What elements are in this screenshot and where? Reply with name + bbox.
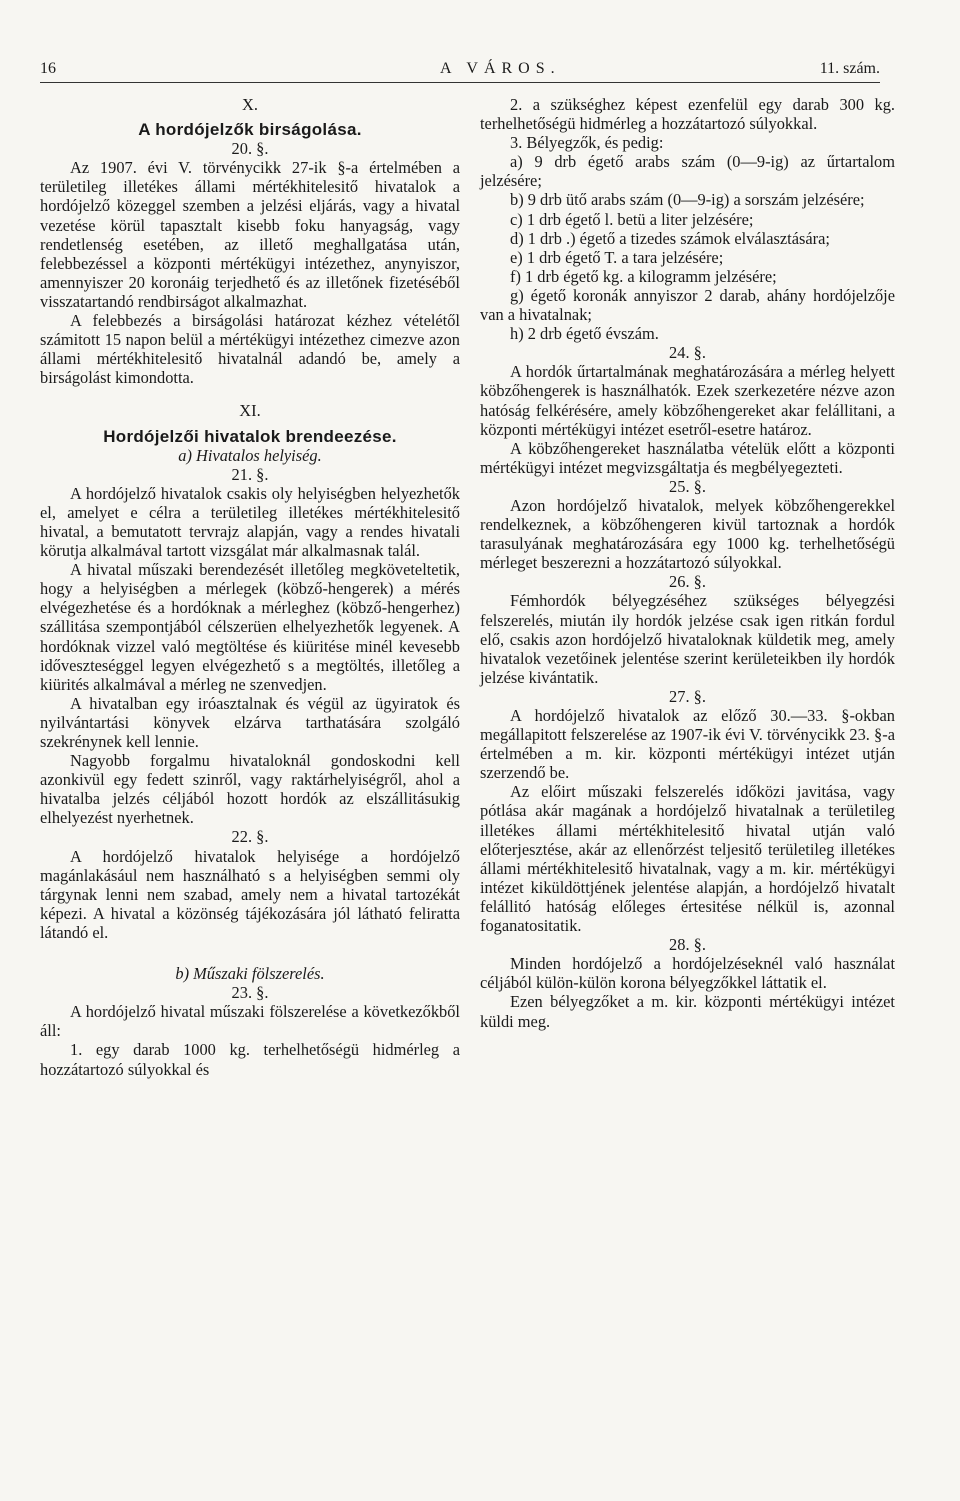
paragraph-number: 23. §. [231, 983, 269, 1003]
paragraph-number: 28. §. [669, 935, 706, 955]
list-item: 3. Bélyegzők, és pedig: [510, 133, 664, 153]
list-subitem: g) égető koronák annyiszor 2 darab, ahány hordójelzője van a hivatalnak; [480, 285, 895, 325]
subsection-heading: b) Műszaki fölszerelés. [175, 964, 325, 984]
body-paragraph: A hordók űrtartalmának meghatározására a mérleg helyett köbzőhengerek is használhatók. Ezek szerkezetére nézve azon hatóság felkérésére, amely köbzőhengereket akar felállitani, a központi mértékügyi intézet esetről-esetre határoz. [480, 362, 895, 439]
body-paragraph: Az 1907. évi V. törvénycikk 27-ik §-a értelmében a területileg illetékes állami mértékhitelesitő hivatalok a hordójelző közeggel szemben a jelzési eljárás, vagy a hivatal vezetése körül tapasztalt kisebb foku hanyagság, vagy rendetlenség esetében, az illető meghallgatása után, felebbezéssel a központi mértékügyi intézethez, anynyiszor, amennyiszer 20 koronáig terjedhető és az illetőnek fizetéséből visszatartandó rendbirságot alkalmazhat. [40, 158, 460, 311]
list-subitem: f) 1 drb égető kg. a kilogramm jelzésére; [510, 266, 777, 286]
body-paragraph: Nagyobb forgalmu hivataloknál gondoskodni kell azonkivül egy fedett szinről, vagy raktárhelyiségről, ahol a hivatalba jelzés céljából hozott hordók az elszállitásukig elhelyezést nyerhetnek. [40, 751, 460, 828]
subsection-heading: a) Hivatalos helyiség. [178, 445, 322, 465]
right-column [480, 95, 895, 1031]
paragraph-number: 20. §. [231, 139, 269, 159]
left-column [40, 95, 460, 1079]
list-subitem: h) 2 drb égető évszám. [510, 324, 659, 344]
body-paragraph: Azon hordójelző hivatalok, melyek köbzőhengerekkel rendelkeznek, a köbzőhengeren kivül tartoznak a hordók tarasulyának meghatározására egy 1000 kg. terhelhetőségü mérleget beszerezni a hozzátartozó súlyokkal. [480, 495, 895, 573]
body-paragraph: A hordójelző hivatal műszaki fölszerelése a következőkből áll: [40, 1002, 460, 1041]
page-header [40, 60, 880, 83]
chapter-number: XI. [239, 401, 261, 421]
list-subitem: a) 9 drb égető arabs szám (0—9-ig) az űrtartalom jelzésére; [480, 152, 895, 191]
body-paragraph: A hordójelző hivatalok az előző 30.—33. §-okban megállapitott felszerelése az 1907-ik évi V. törvénycikk 23. §-a értelmében a m. kir. központi mértékügyi intézet utján szerzendő be. [480, 706, 895, 783]
chapter-number: X. [242, 95, 258, 114]
body-paragraph: A hordójelző hivatalok csakis oly helyiségben helyezhetők el, amelyet e célra a területileg illetékes mértékhitelesitő hivatal, a bemutatott tervrajz alapján, vagy a rendes hivatali körutja alkalmával tartott vizsgálat már alkalmasnak talál. [40, 483, 460, 561]
paragraph-number: 26. §. [669, 572, 706, 592]
paragraph-number: 22. §. [231, 827, 269, 847]
body-paragraph: Minden hordójelző a hordójelzéseknél való használat céljából külön-külön korona bélyegzőkkel láttatik el. [480, 954, 895, 993]
body-paragraph: A hivatalban egy iróasztalnak és végül az ügyiratok és nyilvántartási könyvek elzárva tarthatására szolgáló szekrénynek kell lennie. [40, 693, 460, 751]
body-paragraph: A felebbezés a birságolási határozat kézhez vételétől számitott 15 napon belül a mértékügyi intézethez cimezve azon állami mértékhitelesitő hivatalnál adandó be, amely a birságolást kimondotta. [40, 311, 460, 388]
paragraph-number: 21. §. [231, 464, 269, 484]
body-paragraph: A hivatal műszaki berendezését illetőleg megköveteltetik, hogy a helyiségben a mérlegek (köbző-hengerek) a mérés elvégezhetése és a hordóknak a mérleghez (köbző-hengerhez) szállitása szempontjából célszerüen elhelyezhetők legyenek. A hordóknak vizzel való megtöltése és kiüritése minél kevesebb időveszteséggel legyen elvégezhető s a megtöltés, illetőleg a kiürités alkalmával a mérleg ne szenvedjen. [40, 560, 460, 694]
list-subitem: b) 9 drb ütő arabs szám (0—9-ig) a sorszám jelzésére; [510, 190, 865, 210]
chapter-title: A hordójelzők birságolása. [138, 120, 362, 140]
paragraph-number: 25. §. [669, 476, 706, 496]
list-item: 1. egy darab 1000 kg. terhelhetőségü hidmérleg a hozzátartozó súlyokkal és [40, 1040, 460, 1079]
body-paragraph: A köbzőhengereket használatba vételük előtt a központi mértékügyi intézet megvizsgáltatja és megbélyegezteti. [480, 438, 895, 477]
paragraph-number: 24. §. [669, 343, 706, 363]
list-subitem: d) 1 drb .) égető a tizedes számok elválasztására; [510, 228, 830, 248]
list-subitem: c) 1 drb égető l. betü a liter jelzésére; [510, 209, 754, 229]
journal-title: A VÁROS. [440, 60, 561, 77]
body-paragraph: Fémhordók bélyegzéséhez szükséges bélyegzési felszerelés, miután ily hordók jelzése csak igen ritkán fordul elő, csakis azon hordójelző hivataloknak küldetik meg, amely hivatalok vezetőinek jelentése szerint kerületeikben ily hordók jelzése kivántatik. [480, 591, 895, 687]
paragraph-number: 27. §. [669, 686, 706, 706]
issue-number: 11. szám. [819, 60, 880, 77]
list-subitem: e) 1 drb égető T. a tara jelzésére; [510, 247, 724, 267]
body-paragraph: Ezen bélyegzőket a m. kir. központi mértékügyi intézet küldi meg. [480, 992, 895, 1031]
chapter-title: Hordójelzői hivatalok brendeezése. [103, 426, 397, 446]
body-paragraph: A hordójelző hivatalok helyisége a hordójelző magánlakásául nem használható s a helyiségben semmi oly tárgynak lenni nem szabad, amely nem a hivatal tartozékát képezi. A hivatal a közönség tájékozására jól látható feliratta látandó el. [40, 846, 460, 942]
body-paragraph: Az előirt műszaki felszerelés időközi javitása, vagy pótlása akár magának a hordójelző hivatalnak a területileg illetékes állami mértékhitelesitő hivatal utján való előterjesztése, akár az ellenőrzést teljesitő területileg illetékes állami mértékhitelesitő hivatalnak, vagy a m. kir. mértékügyi intézet kiküldöttjének jelentése alapján, a hordójelző hivatalt felállitó hatóság előleges értesitése nélkül is, azonnal foganatositatik. [480, 782, 895, 936]
page-number: 16 [40, 60, 56, 77]
list-item: 2. a szükséghez képest ezenfelül egy darab 300 kg. terhelhetőségü hidmérleg a hozzátartozó súlyokkal. [480, 95, 895, 134]
